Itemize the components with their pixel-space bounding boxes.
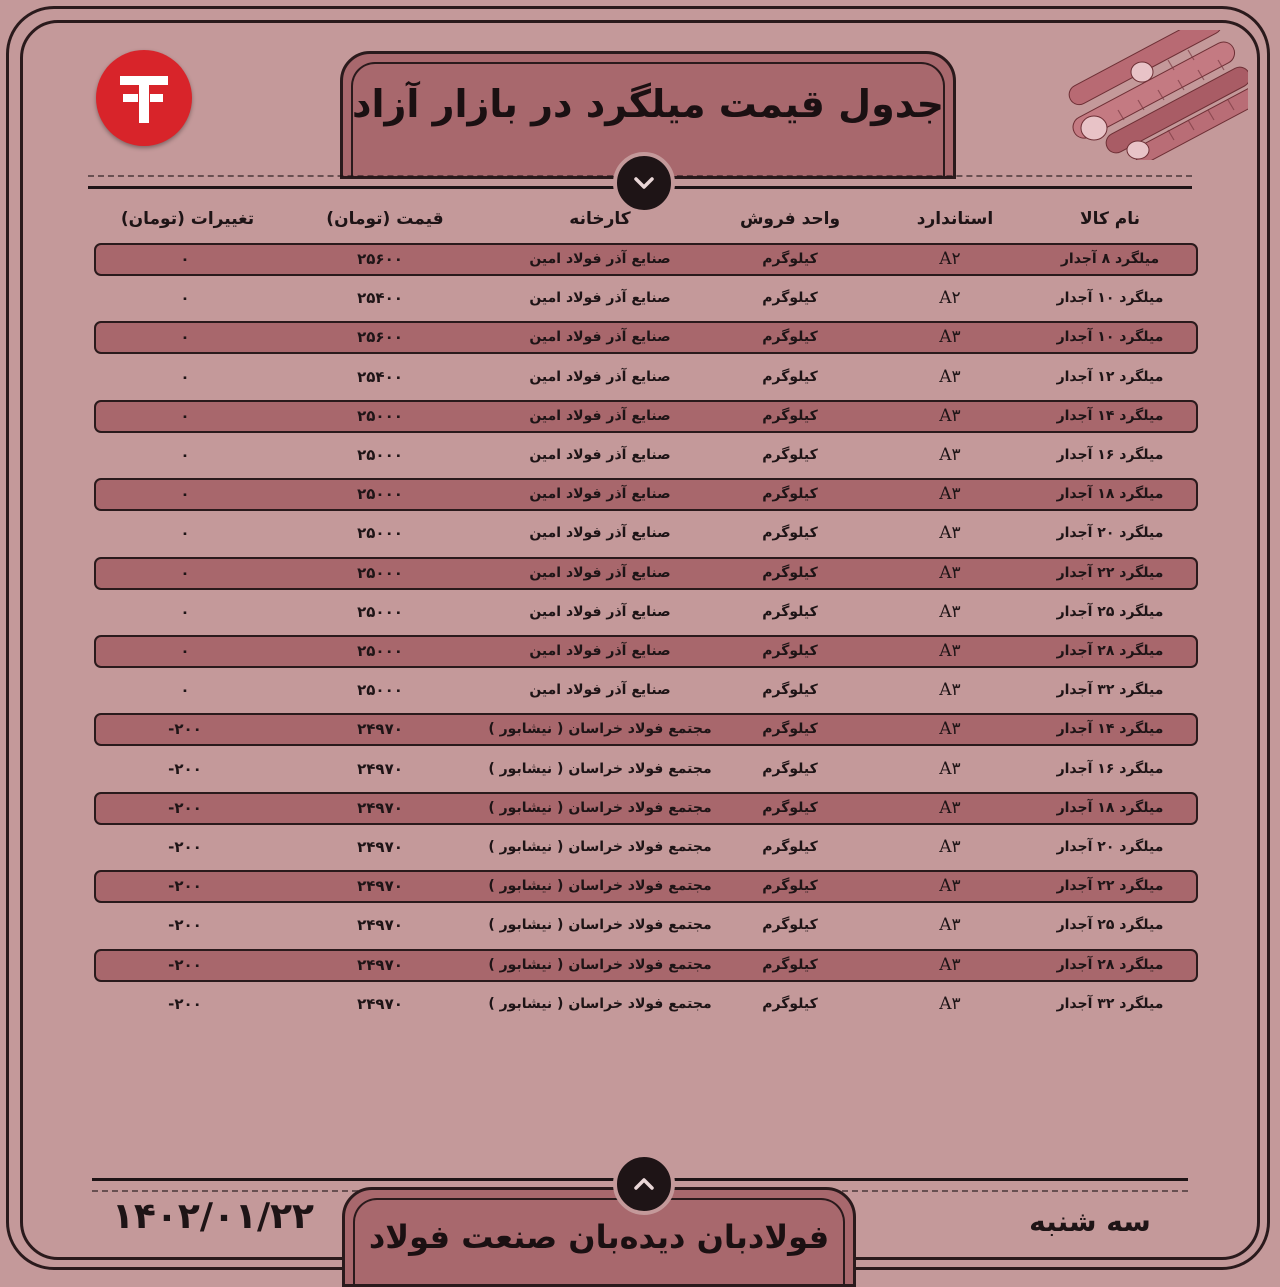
cell-factory: صنایع آذر فولاد امین [529, 486, 671, 502]
cell-unit: کیلوگرم [762, 682, 818, 698]
cell-factory: مجتمع فولاد خراسان ( نیشابور ) [488, 839, 712, 855]
col-header-price: قیمت (تومان) [326, 209, 444, 229]
cell-name: میلگرد ۸ آجدار [1060, 251, 1160, 267]
cell-unit: کیلوگرم [762, 369, 818, 385]
cell-factory: صنایع آذر فولاد امین [529, 447, 671, 463]
cell-standard: A۳ [939, 367, 961, 387]
cell-standard: A۳ [939, 719, 961, 739]
cell-name: میلگرد ۳۲ آجدار [1056, 996, 1164, 1012]
cell-change: ۰ [180, 524, 190, 542]
cell-change: -۲۰۰ [168, 916, 202, 934]
cell-unit: کیلوگرم [762, 957, 818, 973]
col-header-factory: کارخانه [569, 209, 631, 229]
cell-unit: کیلوگرم [762, 408, 818, 424]
cell-standard: A۲ [939, 288, 961, 308]
cell-standard: A۲ [939, 249, 961, 269]
cell-standard: A۳ [939, 406, 961, 426]
cell-name: میلگرد ۲۰ آجدار [1056, 839, 1164, 855]
cell-factory: مجتمع فولاد خراسان ( نیشابور ) [488, 917, 712, 933]
cell-name: میلگرد ۲۸ آجدار [1056, 643, 1164, 659]
cell-price: ۲۵۰۰۰ [357, 603, 403, 621]
cell-standard: A۳ [939, 523, 961, 543]
cell-factory: صنایع آذر فولاد امین [529, 565, 671, 581]
cell-factory: صنایع آذر فولاد امین [529, 329, 671, 345]
col-header-unit: واحد فروش [739, 209, 841, 229]
cell-name: میلگرد ۱۸ آجدار [1056, 800, 1164, 816]
cell-name: میلگرد ۲۲ آجدار [1056, 878, 1164, 894]
cell-standard: A۳ [939, 563, 961, 583]
cell-price: ۲۵۰۰۰ [357, 642, 403, 660]
cell-unit: کیلوگرم [762, 329, 818, 345]
cell-unit: کیلوگرم [762, 996, 818, 1012]
cell-unit: کیلوگرم [762, 761, 818, 777]
cell-unit: کیلوگرم [762, 525, 818, 541]
cell-price: ۲۵۰۰۰ [357, 407, 403, 425]
cell-factory: صنایع آذر فولاد امین [529, 251, 671, 267]
cell-price: ۲۵۴۰۰ [357, 368, 403, 386]
cell-price: ۲۵۰۰۰ [357, 446, 403, 464]
col-header-standard: استاندارد [916, 209, 994, 229]
footer-brand: فولادبان دیده‌بان صنعت فولاد [368, 1218, 830, 1256]
cell-change: -۲۰۰ [168, 956, 202, 974]
cell-unit: کیلوگرم [762, 917, 818, 933]
cell-change: ۰ [180, 328, 190, 346]
cell-name: میلگرد ۱۶ آجدار [1056, 447, 1164, 463]
cell-price: ۲۴۹۷۰ [357, 877, 403, 895]
cell-name: میلگرد ۲۵ آجدار [1056, 917, 1164, 933]
cell-name: میلگرد ۲۰ آجدار [1056, 525, 1164, 541]
cell-factory: صنایع آذر فولاد امین [529, 525, 671, 541]
cell-standard: A۳ [939, 759, 961, 779]
cell-factory: مجتمع فولاد خراسان ( نیشابور ) [488, 761, 712, 777]
cell-unit: کیلوگرم [762, 290, 818, 306]
cell-standard: A۳ [939, 837, 961, 857]
cell-price: ۲۴۹۷۰ [357, 720, 403, 738]
cell-unit: کیلوگرم [762, 251, 818, 267]
cell-change: ۰ [180, 681, 190, 699]
cell-name: میلگرد ۲۸ آجدار [1056, 957, 1164, 973]
cell-price: ۲۵۶۰۰ [357, 328, 403, 346]
cell-name: میلگرد ۱۴ آجدار [1056, 721, 1164, 737]
cell-unit: کیلوگرم [762, 604, 818, 620]
cell-factory: صنایع آذر فولاد امین [529, 290, 671, 306]
footer-day: سه شنبه [1029, 1205, 1151, 1238]
cell-change: -۲۰۰ [168, 877, 202, 895]
brand-logo-icon [96, 50, 192, 146]
cell-change: ۰ [180, 485, 190, 503]
cell-change: ۰ [180, 642, 190, 660]
cell-name: میلگرد ۱۲ آجدار [1056, 369, 1164, 385]
cell-price: ۲۵۰۰۰ [357, 564, 403, 582]
cell-standard: A۳ [939, 915, 961, 935]
cell-standard: A۳ [939, 327, 961, 347]
cell-factory: مجتمع فولاد خراسان ( نیشابور ) [488, 996, 712, 1012]
cell-unit: کیلوگرم [762, 721, 818, 737]
page-title: جدول قیمت میلگرد در بازار آزاد [351, 82, 945, 126]
cell-unit: کیلوگرم [762, 800, 818, 816]
cell-change: ۰ [180, 407, 190, 425]
cell-factory: مجتمع فولاد خراسان ( نیشابور ) [488, 721, 712, 737]
cell-factory: صنایع آذر فولاد امین [529, 604, 671, 620]
cell-standard: A۳ [939, 876, 961, 896]
cell-standard: A۳ [939, 445, 961, 465]
cell-standard: A۳ [939, 602, 961, 622]
cell-change: -۲۰۰ [168, 995, 202, 1013]
cell-price: ۲۵۰۰۰ [357, 485, 403, 503]
cell-unit: کیلوگرم [762, 486, 818, 502]
cell-factory: صنایع آذر فولاد امین [529, 682, 671, 698]
cell-unit: کیلوگرم [762, 643, 818, 659]
cell-change: -۲۰۰ [168, 799, 202, 817]
cell-change: -۲۰۰ [168, 720, 202, 738]
cell-price: ۲۵۰۰۰ [357, 681, 403, 699]
cell-standard: A۳ [939, 641, 961, 661]
cell-change: ۰ [180, 446, 190, 464]
cell-name: میلگرد ۲۲ آجدار [1056, 565, 1164, 581]
cell-change: ۰ [180, 250, 190, 268]
cell-change: -۲۰۰ [168, 838, 202, 856]
cell-name: میلگرد ۱۰ آجدار [1056, 329, 1164, 345]
cell-name: میلگرد ۱۴ آجدار [1056, 408, 1164, 424]
cell-factory: مجتمع فولاد خراسان ( نیشابور ) [488, 800, 712, 816]
chevron-down-icon [613, 152, 675, 214]
cell-standard: A۳ [939, 994, 961, 1014]
cell-standard: A۳ [939, 484, 961, 504]
footer-date: ۱۴۰۲/۰۱/۲۲ [111, 1196, 315, 1237]
cell-change: ۰ [180, 564, 190, 582]
cell-factory: صنایع آذر فولاد امین [529, 369, 671, 385]
cell-unit: کیلوگرم [762, 565, 818, 581]
cell-name: میلگرد ۳۲ آجدار [1056, 682, 1164, 698]
cell-unit: کیلوگرم [762, 839, 818, 855]
chevron-up-icon [613, 1153, 675, 1215]
cell-factory: مجتمع فولاد خراسان ( نیشابور ) [488, 957, 712, 973]
cell-name: میلگرد ۲۵ آجدار [1056, 604, 1164, 620]
cell-change: ۰ [180, 368, 190, 386]
cell-factory: صنایع آذر فولاد امین [529, 643, 671, 659]
cell-name: میلگرد ۱۸ آجدار [1056, 486, 1164, 502]
cell-unit: کیلوگرم [762, 878, 818, 894]
cell-factory: مجتمع فولاد خراسان ( نیشابور ) [488, 878, 712, 894]
cell-change: ۰ [180, 603, 190, 621]
cell-change: -۲۰۰ [168, 760, 202, 778]
cell-unit: کیلوگرم [762, 447, 818, 463]
cell-standard: A۳ [939, 680, 961, 700]
cell-price: ۲۴۹۷۰ [357, 916, 403, 934]
cell-price: ۲۴۹۷۰ [357, 799, 403, 817]
cell-name: میلگرد ۱۶ آجدار [1056, 761, 1164, 777]
cell-price: ۲۴۹۷۰ [357, 760, 403, 778]
cell-price: ۲۵۴۰۰ [357, 289, 403, 307]
cell-price: ۲۴۹۷۰ [357, 995, 403, 1013]
cell-change: ۰ [180, 289, 190, 307]
cell-price: ۲۴۹۷۰ [357, 956, 403, 974]
cell-standard: A۳ [939, 955, 961, 975]
col-header-change: تغییرات (تومان) [120, 209, 255, 229]
col-header-name: نام کالا [1079, 209, 1141, 229]
cell-price: ۲۵۶۰۰ [357, 250, 403, 268]
cell-factory: صنایع آذر فولاد امین [529, 408, 671, 424]
cell-price: ۲۵۰۰۰ [357, 524, 403, 542]
cell-standard: A۳ [939, 798, 961, 818]
cell-price: ۲۴۹۷۰ [357, 838, 403, 856]
cell-name: میلگرد ۱۰ آجدار [1056, 290, 1164, 306]
rebar-bundle-icon [1058, 30, 1248, 160]
